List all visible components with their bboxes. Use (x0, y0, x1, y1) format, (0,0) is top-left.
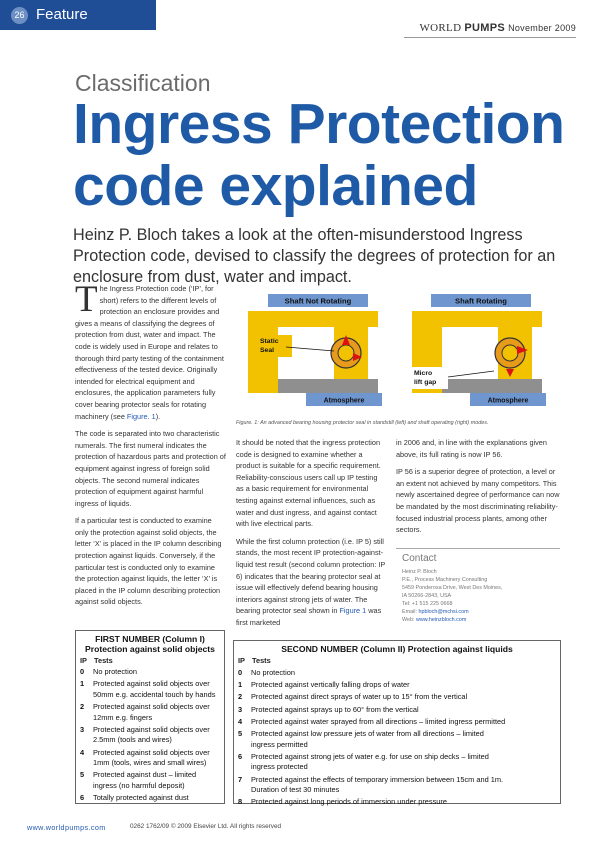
atmosphere-label-right: Atmosphere (487, 397, 529, 405)
table1-title-2: Protection against solid objects (85, 644, 215, 654)
paragraph: in 2006 and, in line with the explanations given above, its full rating is now IP 56. (396, 438, 547, 459)
paragraph (236, 536, 386, 629)
ip-code: 3 (238, 704, 243, 714)
test-description: 2.5mm (tools and wires) (93, 735, 172, 745)
paragraph: IP 56 is a superior degree of protection, a level or an extent not achieved by many competitors. This newly ascertained degree of performance can now be mandated by the most discriminating reliability-focused industrial process plants, among other sectors. (396, 467, 560, 535)
ip-code: 2 (238, 692, 243, 702)
paragraph: It should be noted that the ingress protection code is designed to examine whether a product is suitable for a specific requirement. Reliability-conscious users call up IP testing as a basic requirement for environmental testing against external influences, such as water and dust ingress, and against contact with live electrical parts. (236, 438, 381, 529)
issue-date: November 2009 (508, 23, 576, 33)
paragraph: The code is separated into two characteristic numerals. The first numeral indicates the protection of hazardous parts and protection of equipment against ingress of foreign solid objects. The second numeral indicates protection of equipment against harmful ingress of liquids. (75, 429, 226, 508)
article-column-3 (396, 437, 560, 542)
shaft-right (442, 379, 542, 393)
o-ring-inner-left (338, 345, 354, 361)
label-rotating: Shaft Rotating (455, 296, 507, 306)
paragraph-text: ). (155, 411, 161, 421)
ip-code: 0 (238, 668, 243, 677)
seal-figure (236, 291, 561, 418)
paragraph: If a particular test is conducted to examine only the protection against solid objects, the letter ‘X’ is placed in the IP column describing protection against liquids. Conversely, if the particular test is conducted only to examine the protection against liquids, the letter ‘X’ is placed in the IP column describing protection against solid objects. (75, 516, 222, 607)
test-description: Totally protected against dust (93, 793, 189, 803)
test-description: Protected against the effects of temporary immersion between 15cm and 1m. (251, 774, 504, 784)
ip-code: 5 (80, 770, 85, 780)
test-description: ingress (no harmful deposit) (93, 780, 185, 790)
ip-code: 5 (238, 729, 243, 738)
micro-lift-label-2: lift gap (414, 379, 437, 386)
article-column-1 (75, 279, 227, 614)
test-description: Protected against solid objects over (93, 747, 210, 757)
table2-tests-header: Tests (252, 656, 271, 665)
ip-code: 6 (238, 751, 243, 761)
static-seal-label-1: Static (260, 338, 279, 345)
first-number-table (75, 630, 225, 804)
test-description: Protected against low pressure jets of water from all directions – limited (251, 729, 484, 738)
contact-title: Contact (402, 553, 437, 564)
test-description: Protected against long periods of immersion under pressure (251, 797, 447, 807)
article-headline: Ingress Protection code explained (73, 92, 565, 218)
web-label: Web: (402, 617, 415, 623)
article-column-2 (236, 437, 386, 635)
ip-code: 8 (238, 797, 243, 807)
test-description: ingress permitted (251, 739, 308, 749)
test-description: Protected against direct sprays of water up to 15° from the vertical (251, 692, 468, 702)
contact-address-2: IA 50266-2843, USA (402, 593, 452, 599)
page-number: 26 (11, 7, 28, 24)
table1-ip-header: IP (80, 656, 87, 665)
contact-telephone: Tel: +1 515 225 0668 (402, 601, 453, 607)
test-description: Duration of test 30 minutes (251, 785, 340, 795)
paragraph (75, 279, 227, 422)
ip-code: 4 (80, 747, 85, 757)
table1-title-1: FIRST NUMBER (Column I) (95, 634, 205, 644)
paragraph-text: While the first column protection (i.e. IP 5) still stands, the most recent IP protection-against-liquid test result (second column protection: IP 6) indicates that the bearing protector seal at issue will effectively defend bearing housing interiors against strong jets of water. The bearing protector seal shown in (236, 536, 386, 616)
paragraph-text: was first marketed (236, 606, 382, 627)
test-description: Protected against vertically falling drops of water (251, 680, 410, 690)
figure-link[interactable]: Figure 1 (339, 606, 367, 616)
section-label: Feature (36, 6, 88, 23)
contact-org: P.E., Process Machinery Consulting (402, 577, 488, 583)
contact-address-1: 5459 Ponderosa Drive, West Des Moines, (402, 585, 503, 591)
article-kicker: Classification (75, 70, 211, 96)
ip-code: 6 (80, 793, 85, 803)
publication-name-serif: WORLD (419, 22, 462, 34)
contact-box (396, 548, 560, 629)
masthead (419, 22, 576, 34)
test-description: Protected against strong jets of water e.g. for use on ship decks – limited (251, 751, 489, 761)
test-description: 12mm e.g. fingers (93, 712, 153, 722)
micro-lift-label-1: Micro (414, 370, 433, 377)
test-description: Protected against solid objects over (93, 702, 210, 711)
email-label: Email: (402, 609, 417, 615)
table1-tests-header: Tests (94, 656, 113, 665)
test-description: Protected against water sprayed from all directions – limited ingress permitted (251, 716, 506, 726)
ip-code: 1 (238, 680, 243, 690)
test-description: Protected against solid objects over (93, 679, 210, 689)
test-description: No protection (93, 667, 137, 676)
masthead-rule (404, 37, 576, 38)
footer-copyright: 0262 1762/09 © 2009 Elsevier Ltd. All rights reserved (130, 823, 282, 830)
web-link[interactable]: www.heinzbloch.com (415, 617, 467, 623)
email-link[interactable]: hpbloch@mchsi.com (418, 609, 469, 615)
contact-email (402, 609, 469, 615)
ip-code: 7 (238, 774, 243, 784)
atmosphere-label-left: Atmosphere (323, 397, 365, 405)
test-description: Protected against sprays up to 60° from the vertical (251, 704, 419, 714)
article-standfirst: Heinz P. Bloch takes a look at the often-misunderstood Ingress Protection code, devised to classify the degrees of protection for an enclosure from dust, water and impact. (73, 226, 556, 286)
table2-ip-header: IP (238, 656, 245, 665)
publication-name-brand: PUMPS (464, 22, 505, 34)
shaft-left (278, 379, 378, 393)
test-description: No protection (251, 668, 295, 677)
second-number-table (233, 640, 561, 807)
o-ring-inner-right (502, 345, 518, 361)
contact-web (402, 617, 466, 623)
test-description: 1mm (tools, wires and small wires) (93, 758, 207, 768)
test-description: 50mm e.g. accidental touch by hands (93, 689, 216, 699)
figure-caption: Figure. 1: An advanced bearing housing protector seal in standstill (left) and shaft operating (right) modes. (236, 420, 489, 426)
ip-code: 2 (80, 702, 85, 711)
static-seal-label-2: Seal (260, 347, 274, 354)
ip-code: 4 (238, 716, 243, 726)
test-description: ingress protected (251, 762, 308, 772)
test-description: Protected against solid objects over (93, 724, 210, 734)
contact-name: Heinz P. Bloch (402, 569, 437, 575)
seal-diagram (236, 291, 561, 418)
figure-link[interactable]: Figure. 1 (126, 411, 156, 421)
paragraph-text: he Ingress Protection code (‘IP’, for short) refers to the different levels of protection an enclosure provides and gives a means of classifying the degrees of protection from dust, water and impact. The code is widely used in Europe and relates to thorough third party testing of the containment effectiveness of the tested device. Originally intended for electrical equipment and enclosures, the application parameters fully cover bearing protector seals for rotating machinery (see (75, 284, 224, 421)
table2-title: SECOND NUMBER (Column II) Protection against liquids (281, 644, 513, 654)
ip-code: 0 (80, 667, 85, 676)
drop-cap: T (75, 279, 98, 320)
label-not-rotating: Shaft Not Rotating (284, 296, 352, 306)
footer-url[interactable]: www.worldpumps.com (27, 823, 106, 832)
ip-code: 3 (80, 724, 85, 734)
ip-code: 1 (80, 679, 85, 689)
test-description: Protected against dust – limited (93, 770, 197, 780)
